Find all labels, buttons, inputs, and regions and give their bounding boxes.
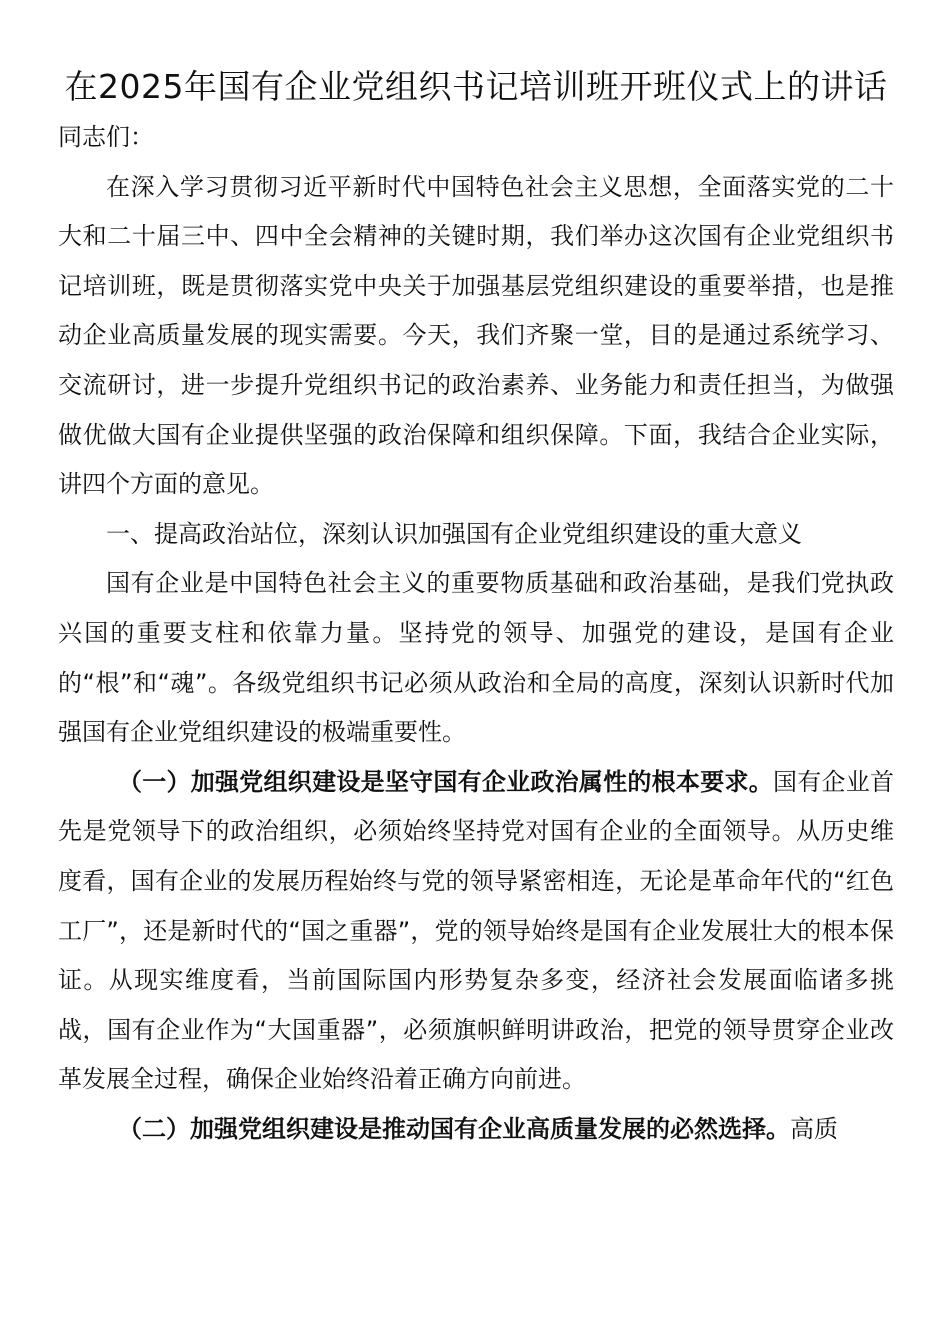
section-1-paragraph: 国有企业是中国特色社会主义的重要物质基础和政治基础，是我们党执政兴国的重要支柱和依靠力量。坚持党的领导、加强党的建设，是国有企业的“根”和“魂”。各级党组织书记必须从政治和全局的高度，深刻认识新时代加强国有企业党组织建设的极端重要性。 <box>58 569 894 747</box>
document-title: 在2025年国有企业党组织书记培训班开班仪式上的讲话 <box>64 67 888 106</box>
subsection-2-body: 高质 <box>790 1114 838 1143</box>
salutation: 同志们： <box>58 123 154 151</box>
subsection-1-body: 国有企业首先是党领导下的政治组织，必须始终坚持党对国有企业的全面领导。从历史维度看，国有企业的发展历程始终与党的领导紧密相连，无论是革命年代的“红色工厂”，还是新时代的“国之重器”，党的领导始终是国有企业发展壮大的根本保证。从现实维度看，当前国际国内形势复杂多变，经济社会发展面临诸多挑战，国有企业作为“大国重器”，必须旗帜鲜明讲政治，把党的领导贯穿企业改革发展全过程，确保企业始终沿着正确方向前进。 <box>58 767 895 1094</box>
subsection-1-paragraph <box>58 758 894 1105</box>
section-1-heading: 一、提高政治站位，深刻认识加强国有企业党组织建设的重大意义 <box>106 519 802 548</box>
subsection-2-heading: （二）加强党组织建设是推动国有企业高质量发展的必然选择。 <box>118 1114 790 1143</box>
subsection-1-heading: （一）加强党组织建设是坚守国有企业政治属性的根本要求。 <box>118 767 773 796</box>
document-page <box>58 62 894 1154</box>
intro-paragraph: 在深入学习贯彻习近平新时代中国特色社会主义思想，全面落实党的二十大和二十届三中、四中全会精神的关键时期，我们举办这次国有企业党组织书记培训班，既是贯彻落实党中央关于加强基层党组织建设的重要举措，也是推动企业高质量发展的现实需要。今天，我们齐聚一堂，目的是通过系统学习、交流研讨，进一步提升党组织书记的政治素养、业务能力和责任担当，为做强做优做大国有企业提供坚强的政治保障和组织保障。下面，我结合企业实际，讲四个方面的意见。 <box>58 172 894 499</box>
subsection-2-paragraph <box>58 1105 894 1155</box>
